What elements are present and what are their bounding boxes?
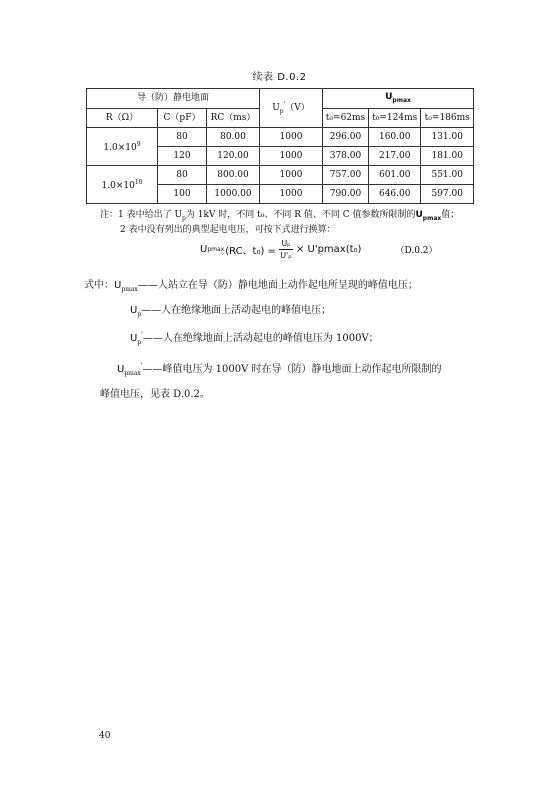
definition-continuation: 峰值电压，见表 D.0.2。 (100, 389, 210, 400)
table-cell: 80.00 (207, 128, 260, 147)
col-c: C（pF） (158, 109, 207, 128)
table-cell: 100 (158, 185, 207, 204)
table-cell: 601.00 (368, 166, 421, 185)
note-1-text-c: 值； (441, 210, 460, 220)
header-up-unit: （V） (285, 103, 310, 114)
header-upmax-sub: pmax (392, 96, 411, 104)
header-up-sub: p (279, 107, 284, 115)
header-upmax (323, 89, 474, 109)
definition-text: ——人在绝缘地面上活动起电的峰值电压； (141, 305, 332, 316)
r-value-1-exp: 9 (136, 141, 141, 148)
table-cell: 217.00 (368, 147, 421, 166)
table-cell: 551.00 (421, 166, 474, 185)
definition-upmax-prime (117, 360, 442, 377)
formula-d02 (200, 239, 438, 260)
table-cell: 800.00 (207, 166, 260, 185)
table-cell: 1000.00 (207, 185, 260, 204)
formula-label: （D.0.2） (395, 246, 438, 256)
definition-symbol: U (130, 333, 138, 344)
note-1 (100, 207, 459, 222)
table-cell: 1000 (260, 147, 323, 166)
formula-lhs-sub: pmax (207, 246, 225, 253)
formula-rhs: × U'pmax(t₀) (295, 244, 362, 255)
table-cell: 1000 (260, 166, 323, 185)
table-cell: 120.00 (207, 147, 260, 166)
col-t2: t₀=124ms (368, 109, 421, 128)
formula-lhs-args: (RC、t₀) = (225, 246, 276, 257)
fraction-bar (279, 249, 293, 250)
table-cell: 1000 (260, 128, 323, 147)
definition-symbol-prime: ' (140, 362, 143, 370)
definition-symbol-sub: p (137, 311, 142, 318)
table-cell: 296.00 (323, 128, 369, 147)
definition-symbol: U (130, 305, 138, 316)
table-cell: 160.00 (368, 128, 421, 147)
table-cell: 757.00 (323, 166, 369, 185)
definition-up-prime (130, 329, 379, 346)
col-r: R（Ω） (87, 109, 158, 128)
header-up (260, 89, 323, 128)
r-value-1-base: 1.0×10 (103, 143, 137, 153)
header-upmax-symbol: U (385, 91, 393, 102)
definition-text: ——人站立在导（防）静电地面上动作起电所呈现的峰值电压； (137, 280, 418, 291)
definition-symbol-sub: pmax (124, 370, 141, 377)
note-1-text-b: 为 1kV 时，不同 t₀、不同 R 值、不同 C 值参数所限制的 (185, 210, 416, 220)
definition-symbol-sub: pmax (121, 286, 138, 293)
definition-text: ——峰值电压为 1000V 时在导（防）静电地面上动作起电所限制的 (142, 364, 442, 375)
definition-symbol-prime: ' (141, 331, 143, 339)
table-cell: 1000 (260, 185, 323, 204)
r-value-2-base: 1.0×10 (101, 181, 135, 191)
table-cell: 131.00 (421, 128, 474, 147)
note-1-sub: p (182, 214, 186, 222)
data-table (86, 88, 474, 204)
r-value-2 (87, 166, 158, 204)
formula-numerator: Uₚ (281, 239, 291, 248)
note-1-text-a: 注：1 表中给出了 U (100, 210, 183, 220)
table-cell: 597.00 (421, 185, 474, 204)
definition-symbol: U (117, 364, 125, 375)
definition-symbol-sub: p (137, 339, 142, 346)
page-number: 40 (99, 731, 111, 741)
table-cell: 790.00 (323, 185, 369, 204)
table-cell: 378.00 (323, 147, 369, 166)
note-1-symbol-sub: pmax (422, 214, 442, 222)
formula-fraction (279, 239, 293, 260)
col-rc: RC（ms） (207, 109, 260, 128)
table-cell: 181.00 (421, 147, 474, 166)
header-floor-group: 导（防）静电地面 (87, 89, 260, 109)
table-cell: 80 (158, 166, 207, 185)
table-caption: 续表 D.0.2 (252, 72, 307, 83)
definition-symbol: U (114, 280, 122, 291)
formula-denominator: U'ₚ (280, 251, 292, 260)
definition-up (130, 301, 331, 318)
table-cell: 646.00 (368, 185, 421, 204)
r-value-2-exp: 10 (134, 179, 143, 186)
formula-lhs: U (200, 244, 208, 255)
r-value-1 (87, 128, 158, 166)
definition-upmax (84, 276, 418, 293)
definition-lead: 式中： (84, 280, 114, 291)
note-2: 2 表中没有列出的典型起电电压，可按下式进行换算： (120, 225, 336, 235)
note-1-symbol-letter: U (415, 210, 423, 220)
header-up-symbol: U (272, 103, 280, 114)
header-up-prime: ' (283, 101, 286, 109)
table-cell: 120 (158, 147, 207, 166)
table-cell: 80 (158, 128, 207, 147)
col-t1: t₀=62ms (323, 109, 369, 128)
col-t3: t₀=186ms (421, 109, 474, 128)
note-1-symbol (415, 210, 441, 220)
definition-text: ——人在绝缘地面上活动起电的峰值电压为 1000V； (142, 333, 379, 344)
